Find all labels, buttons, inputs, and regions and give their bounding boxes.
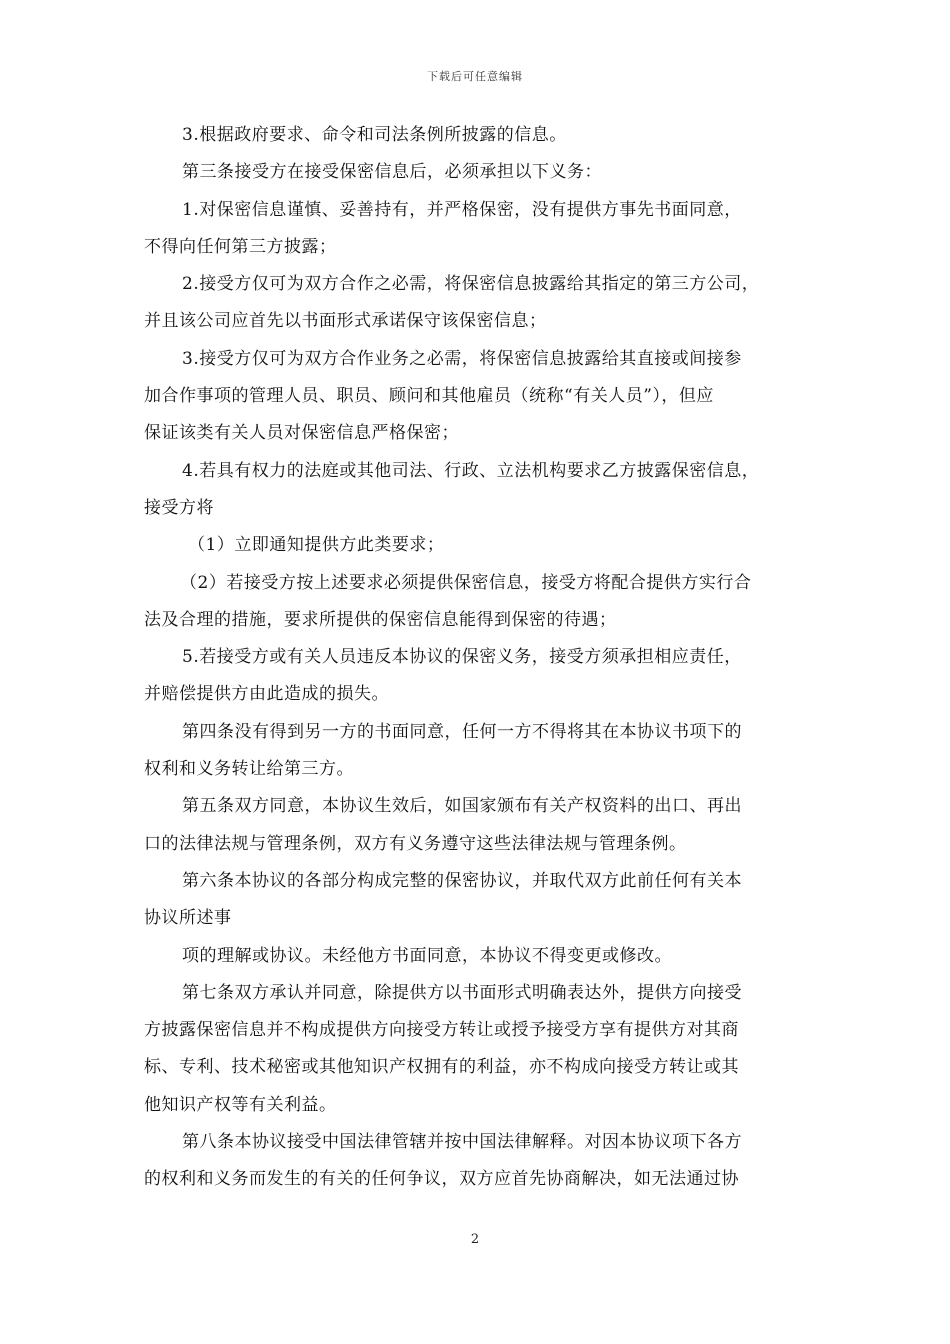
paragraph-line: 5.若接受方或有关人员违反本协议的保密义务，接受方须承担相应责任， (182, 647, 742, 668)
page-number: 2 (470, 1232, 480, 1247)
paragraph-line: 1.对保密信息谨慎、妥善持有，并严格保密，没有提供方事先书面同意， (182, 199, 742, 220)
paragraph-line: 法及合理的措施，要求所提供的保密信息能得到保密的待遇； (144, 609, 617, 630)
paragraph-line: 并赔偿提供方由此造成的损失。 (144, 684, 389, 705)
paragraph-line: 权利和义务转让给第三方。 (144, 759, 354, 780)
paragraph-line: 第八条本协议接受中国法律管辖并按中国法律解释。对因本协议项下各方 (182, 1132, 742, 1153)
paragraph-line: 第五条双方同意，本协议生效后，如国家颁布有关产权资料的出口、再出 (182, 796, 742, 817)
paragraph-line: 并且该公司应首先以书面形式承诺保守该保密信息； (144, 311, 547, 332)
paragraph-line: 3.接受方仅可为双方合作业务之必需，将保密信息披露给其直接或间接参 (182, 348, 742, 369)
page-header-note: 下载后可任意编辑 (427, 70, 523, 83)
paragraph-line: 第三条接受方在接受保密信息后，必须承担以下义务： (182, 162, 602, 183)
paragraph-line: 他知识产权等有关利益。 (144, 1094, 337, 1115)
paragraph-line: 加合作事项的管理人员、职员、顾问和其他雇员（统称“有关人员”），但应 (144, 386, 714, 407)
paragraph-line: 的权利和义务而发生的有关的任何争议，双方应首先协商解决，如无法通过协 (144, 1169, 739, 1190)
paragraph-line: 2.接受方仅可为双方合作之必需，将保密信息披露给其指定的第三方公司， (182, 274, 760, 295)
paragraph-line: 标、专利、技术秘密或其他知识产权拥有的利益，亦不构成向接受方转让或其 (144, 1057, 739, 1078)
document-body (144, 117, 814, 1199)
paragraph-line: 不得向任何第三方披露； (144, 236, 337, 257)
paragraph-line: 协议所述事 (144, 908, 232, 929)
paragraph-line: 接受方将 (144, 497, 214, 518)
paragraph-line: 4.若具有权力的法庭或其他司法、行政、立法机构要求乙方披露保密信息， (182, 460, 760, 481)
paragraph-line: 第四条没有得到另一方的书面同意，任何一方不得将其在本协议书项下的 (182, 721, 742, 742)
paragraph-line: 3.根据政府要求、命令和司法条例所披露的信息。 (182, 125, 567, 145)
paragraph-line: 第七条双方承认并同意，除提供方以书面形式明确表达外，提供方向接受 (182, 982, 742, 1003)
paragraph-line: （2）若接受方按上述要求必须提供保密信息，接受方将配合提供方实行合 (180, 572, 752, 593)
paragraph-line: （1）立即通知提供方此类要求； (188, 535, 445, 556)
paragraph-line: 方披露保密信息并不构成提供方向接受方转让或授予接受方享有提供方对其商 (144, 1020, 739, 1041)
paragraph-line: 口的法律法规与管理条例，双方有义务遵守这些法律法规与管理条例。 (144, 833, 687, 854)
paragraph-line: 第六条本协议的各部分构成完整的保密协议，并取代双方此前任何有关本 (182, 870, 742, 891)
paragraph-line: 保证该类有关人员对保密信息严格保密； (144, 423, 459, 444)
paragraph-line: 项的理解或协议。未经他方书面同意，本协议不得变更或修改。 (182, 945, 672, 966)
